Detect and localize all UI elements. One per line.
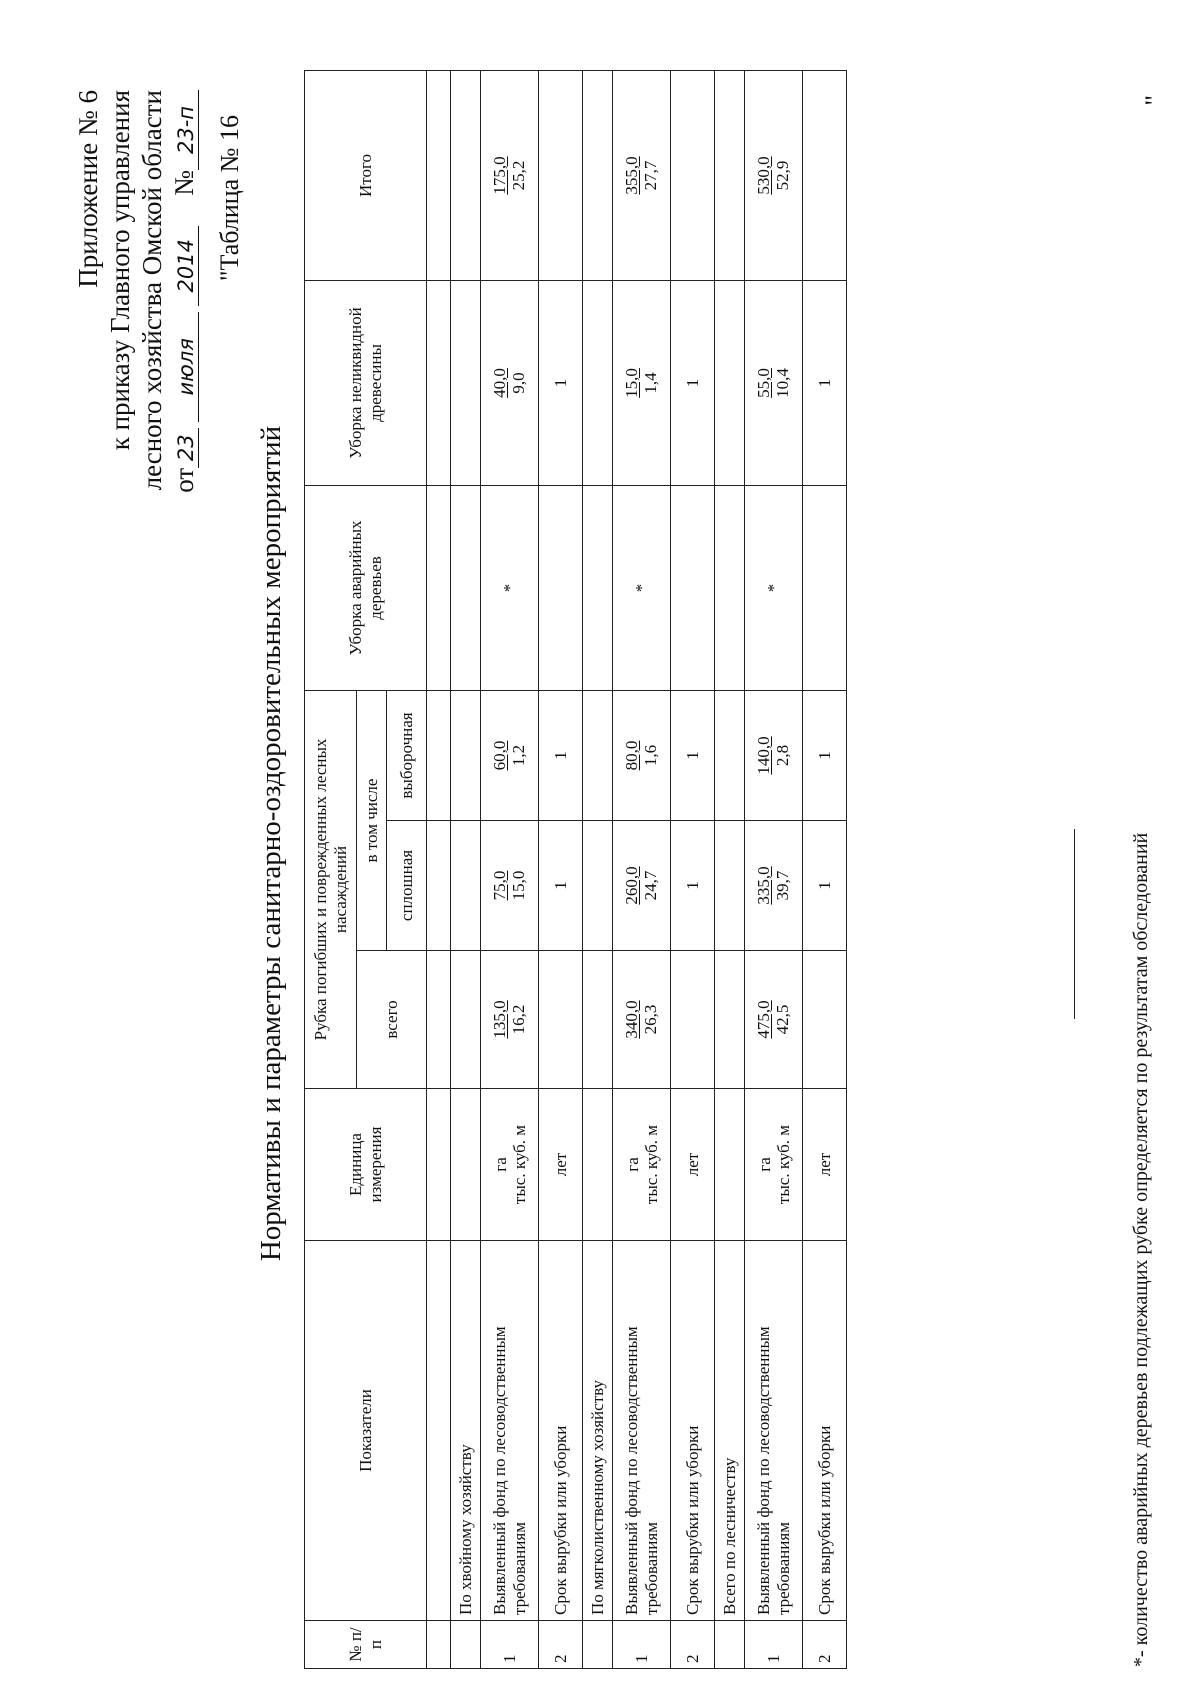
- row-num: 1: [481, 1621, 539, 1669]
- value-bottom: 39,7: [773, 870, 792, 901]
- term-selective: 1: [539, 691, 583, 821]
- section-title-row: [715, 71, 745, 1669]
- row-label: Срок вырубки или уборки: [671, 1241, 715, 1621]
- unit-bottom: тыс. куб. м: [509, 1124, 529, 1205]
- term-illiquid: 1: [803, 281, 847, 486]
- section-title-row: [583, 71, 613, 1669]
- closing-quote: ": [1140, 95, 1169, 106]
- row-num: 1: [745, 1621, 803, 1669]
- term-clear: 1: [803, 821, 847, 951]
- value-top: 55,0: [754, 368, 773, 398]
- section-title: По мягколиственному хозяйству: [583, 1241, 613, 1621]
- table-row: [427, 71, 451, 1669]
- value-top: 340,0: [622, 1000, 641, 1039]
- row-unit: лет: [671, 1089, 715, 1241]
- row-label: Выявленный фонд по лесоводственным требованиям: [613, 1241, 671, 1621]
- footnote: *- количество аварийных деревьев подлежащих рубке определяется по результатам обследований: [1130, 832, 1152, 1667]
- number-prefix: №: [169, 170, 199, 196]
- value-top: 140,0: [754, 736, 773, 775]
- term-clear: 1: [539, 821, 583, 951]
- table-row: [481, 71, 539, 1669]
- value-bottom: 2,8: [773, 744, 792, 767]
- appendix-line-1: Приложение № 6: [73, 90, 103, 288]
- header-logging-group: Рубка погибших и поврежденных лесных насаждений: [305, 691, 357, 1089]
- value-top: 80,0: [622, 740, 641, 771]
- value-top: 355,0: [622, 156, 641, 195]
- appendix-line-2: к приказу Главного управления: [105, 90, 135, 451]
- emergency-value: *: [613, 486, 671, 691]
- header-grand-total: Итого: [305, 71, 427, 281]
- value-bottom: 52,9: [773, 160, 792, 191]
- value-bottom: 26,3: [641, 1004, 660, 1035]
- value-bottom: 1,2: [509, 744, 528, 767]
- value-top: 60,0: [490, 740, 509, 771]
- table-row: [671, 71, 715, 1669]
- value-top: 40,0: [490, 368, 509, 398]
- value-bottom: 16,2: [509, 1004, 528, 1035]
- header-clear: сплошная: [387, 821, 427, 951]
- table-row: [745, 71, 803, 1669]
- value-bottom: 15,0: [509, 870, 528, 901]
- row-label: Срок вырубки или уборки: [803, 1241, 847, 1621]
- value-bottom: 10,4: [773, 368, 792, 398]
- date-month: июля: [174, 312, 199, 422]
- value-top: 135,0: [490, 1000, 509, 1039]
- value-top: 530,0: [754, 156, 773, 195]
- value-top: 175,0: [490, 156, 509, 195]
- unit-top: га: [490, 1157, 510, 1172]
- row-label: Срок вырубки или уборки: [539, 1241, 583, 1621]
- date-prefix: от: [169, 467, 199, 493]
- table-row: [613, 71, 671, 1669]
- unit-top: га: [754, 1157, 774, 1172]
- term-illiquid: 1: [539, 281, 583, 486]
- value-bottom: 25,2: [509, 160, 528, 191]
- header-indicator: Показатели: [305, 1241, 427, 1621]
- date-year: 2014: [174, 226, 199, 306]
- value-bottom: 1,4: [641, 372, 660, 394]
- row-num: 2: [803, 1621, 847, 1669]
- header-unit: Единица измерения: [305, 1089, 427, 1241]
- unit-bottom: тыс. куб. м: [773, 1124, 793, 1205]
- value-top: 75,0: [490, 870, 509, 901]
- value-bottom: 9,0: [509, 372, 528, 394]
- value-top: 475,0: [754, 1000, 773, 1039]
- order-number: 23-п: [174, 90, 199, 170]
- row-num: 2: [539, 1621, 583, 1669]
- header-emergency: Уборка аварийных деревьев: [305, 486, 427, 691]
- appendix-line-3: лесного хозяйства Омской области: [137, 90, 167, 491]
- page-title: Нормативы и параметры санитарно-оздоровительных мероприятий: [255, 425, 287, 1262]
- row-num: 2: [671, 1621, 715, 1669]
- term-selective: 1: [671, 691, 715, 821]
- appendix-header: [72, 90, 200, 610]
- row-num: 1: [613, 1621, 671, 1669]
- value-bottom: 42,5: [773, 1004, 792, 1035]
- value-bottom: 1,6: [641, 744, 660, 767]
- emergency-value: *: [481, 486, 539, 691]
- value-top: 260,0: [622, 866, 641, 905]
- term-clear: 1: [671, 821, 715, 951]
- value-bottom: 24,7: [641, 870, 660, 901]
- value-bottom: 27,7: [641, 160, 660, 191]
- row-unit: лет: [803, 1089, 847, 1241]
- section-title: Всего по лесничеству: [715, 1241, 745, 1621]
- table-label: "Таблица № 16: [215, 115, 244, 282]
- table-row: [803, 71, 847, 1669]
- header-selective: выборочная: [387, 691, 427, 821]
- norms-table: [304, 70, 847, 1669]
- emergency-value: *: [745, 486, 803, 691]
- row-label: Выявленный фонд по лесоводственным требованиям: [745, 1241, 803, 1621]
- appendix-date-line: [168, 90, 200, 610]
- value-top: 335,0: [754, 866, 773, 905]
- separator-line: [1074, 829, 1075, 1019]
- header-including: в том числе: [357, 691, 387, 951]
- header-num: № п/п: [305, 1621, 427, 1669]
- table-row: [539, 71, 583, 1669]
- date-day: 23: [174, 428, 199, 468]
- header-illiquid: Уборка неликвидной древесины: [305, 281, 427, 486]
- unit-bottom: тыс. куб. м: [641, 1124, 661, 1205]
- section-title: По хвойному хозяйству: [451, 1241, 481, 1621]
- term-selective: 1: [803, 691, 847, 821]
- unit-top: га: [622, 1157, 642, 1172]
- term-illiquid: 1: [671, 281, 715, 486]
- header-total-sub: всего: [357, 951, 427, 1089]
- row-unit: лет: [539, 1089, 583, 1241]
- value-top: 15,0: [622, 368, 641, 398]
- row-label: Выявленный фонд по лесоводственным требованиям: [481, 1241, 539, 1621]
- section-title-row: [451, 71, 481, 1669]
